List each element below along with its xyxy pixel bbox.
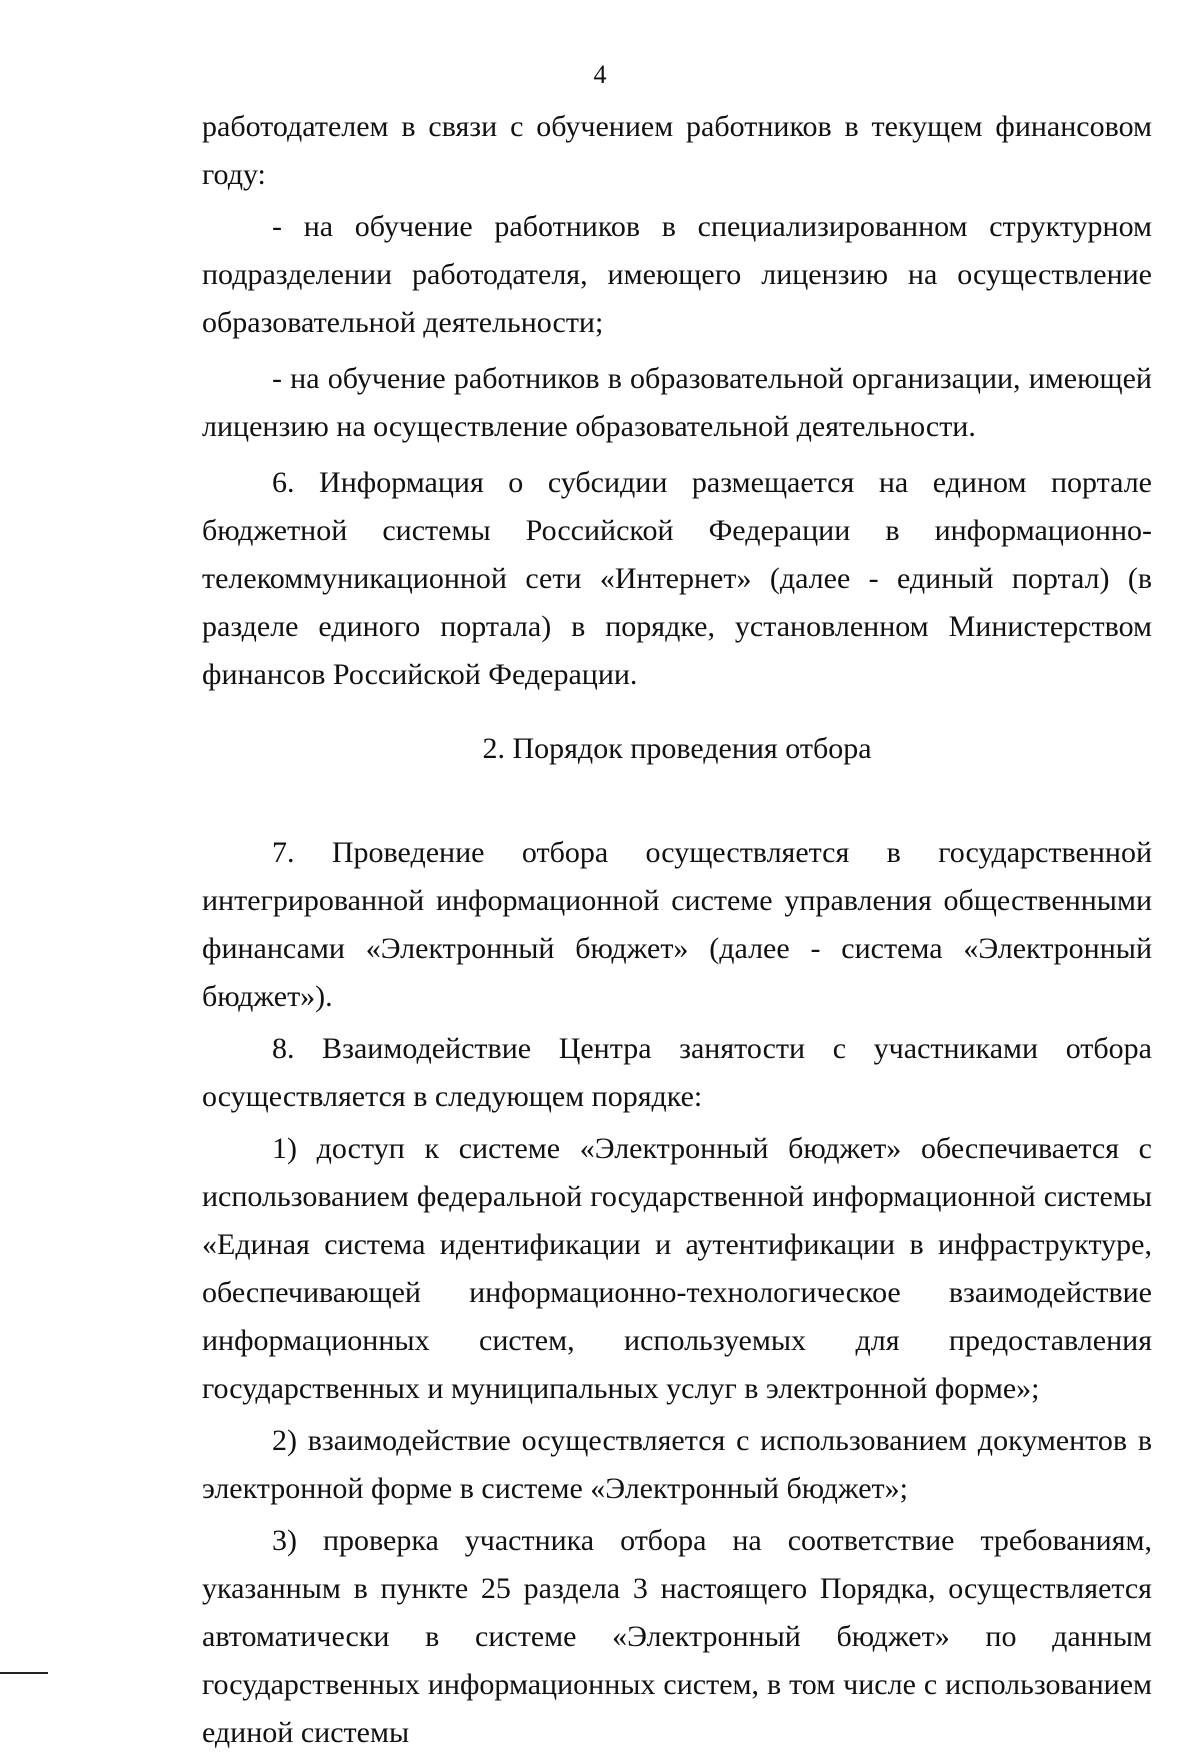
page-number: 4 bbox=[593, 60, 607, 89]
paragraph-8-item-3: 3) проверка участника отбора на соответствие требованиям, указанным в пункте 25 раздела 3 настоящего Порядка, осуществляется автоматически в системе «Электронный бюджет» по данным государственных информационных систем, в том числе с использованием единой системы bbox=[202, 1524, 1152, 1749]
paragraph-training-educational-organization: - на обучение работников в образовательной организации, имеющей лицензию на осуществление образовательной деятельности. bbox=[202, 362, 1152, 443]
paragraph-8-item-1: 1) доступ к системе «Электронный бюджет» обеспечивается с использованием федеральной государственной информационной системы «Единая система идентификации и аутентификации в инфраструктуре, обеспечивающей информационно-технологическое взаимодействие информационных систем, используемых для предоставления государственных и муниципальных услуг в электронной форме»; bbox=[202, 1132, 1152, 1405]
paragraph-6: 6. Информация о субсидии размещается на едином портале бюджетной системы Российской Федерации в информационно-телекоммуникационной сети «Интернет» (далее - единый портал) (в разделе единого портала) в порядке, установленном Министерством финансов Российской Федерации. bbox=[202, 466, 1152, 691]
paragraph-8-item-2: 2) взаимодействие осуществляется с использованием документов в электронной форме в системе «Электронный бюджет»; bbox=[202, 1424, 1152, 1505]
paragraph-7: 7. Проведение отбора осуществляется в государственной интегрированной информационной системе управления общественными финансами «Электронный бюджет» (далее - система «Электронный бюджет»). bbox=[202, 836, 1152, 1013]
document-body bbox=[202, 103, 1152, 1757]
scan-edge-mark bbox=[0, 1672, 48, 1686]
paragraph-continuation: работодателем в связи с обучением работников в текущем финансовом году: bbox=[202, 110, 1152, 191]
paragraph-8: 8. Взаимодействие Центра занятости с участниками отбора осуществляется в следующем порядке: bbox=[202, 1032, 1152, 1113]
section-title: 2. Порядок проведения отбора bbox=[482, 732, 872, 765]
paragraph-training-structural-unit: - на обучение работников в специализированном структурном подразделении работодателя, имеющего лицензию на осуществление образовательной деятельности; bbox=[202, 210, 1152, 339]
